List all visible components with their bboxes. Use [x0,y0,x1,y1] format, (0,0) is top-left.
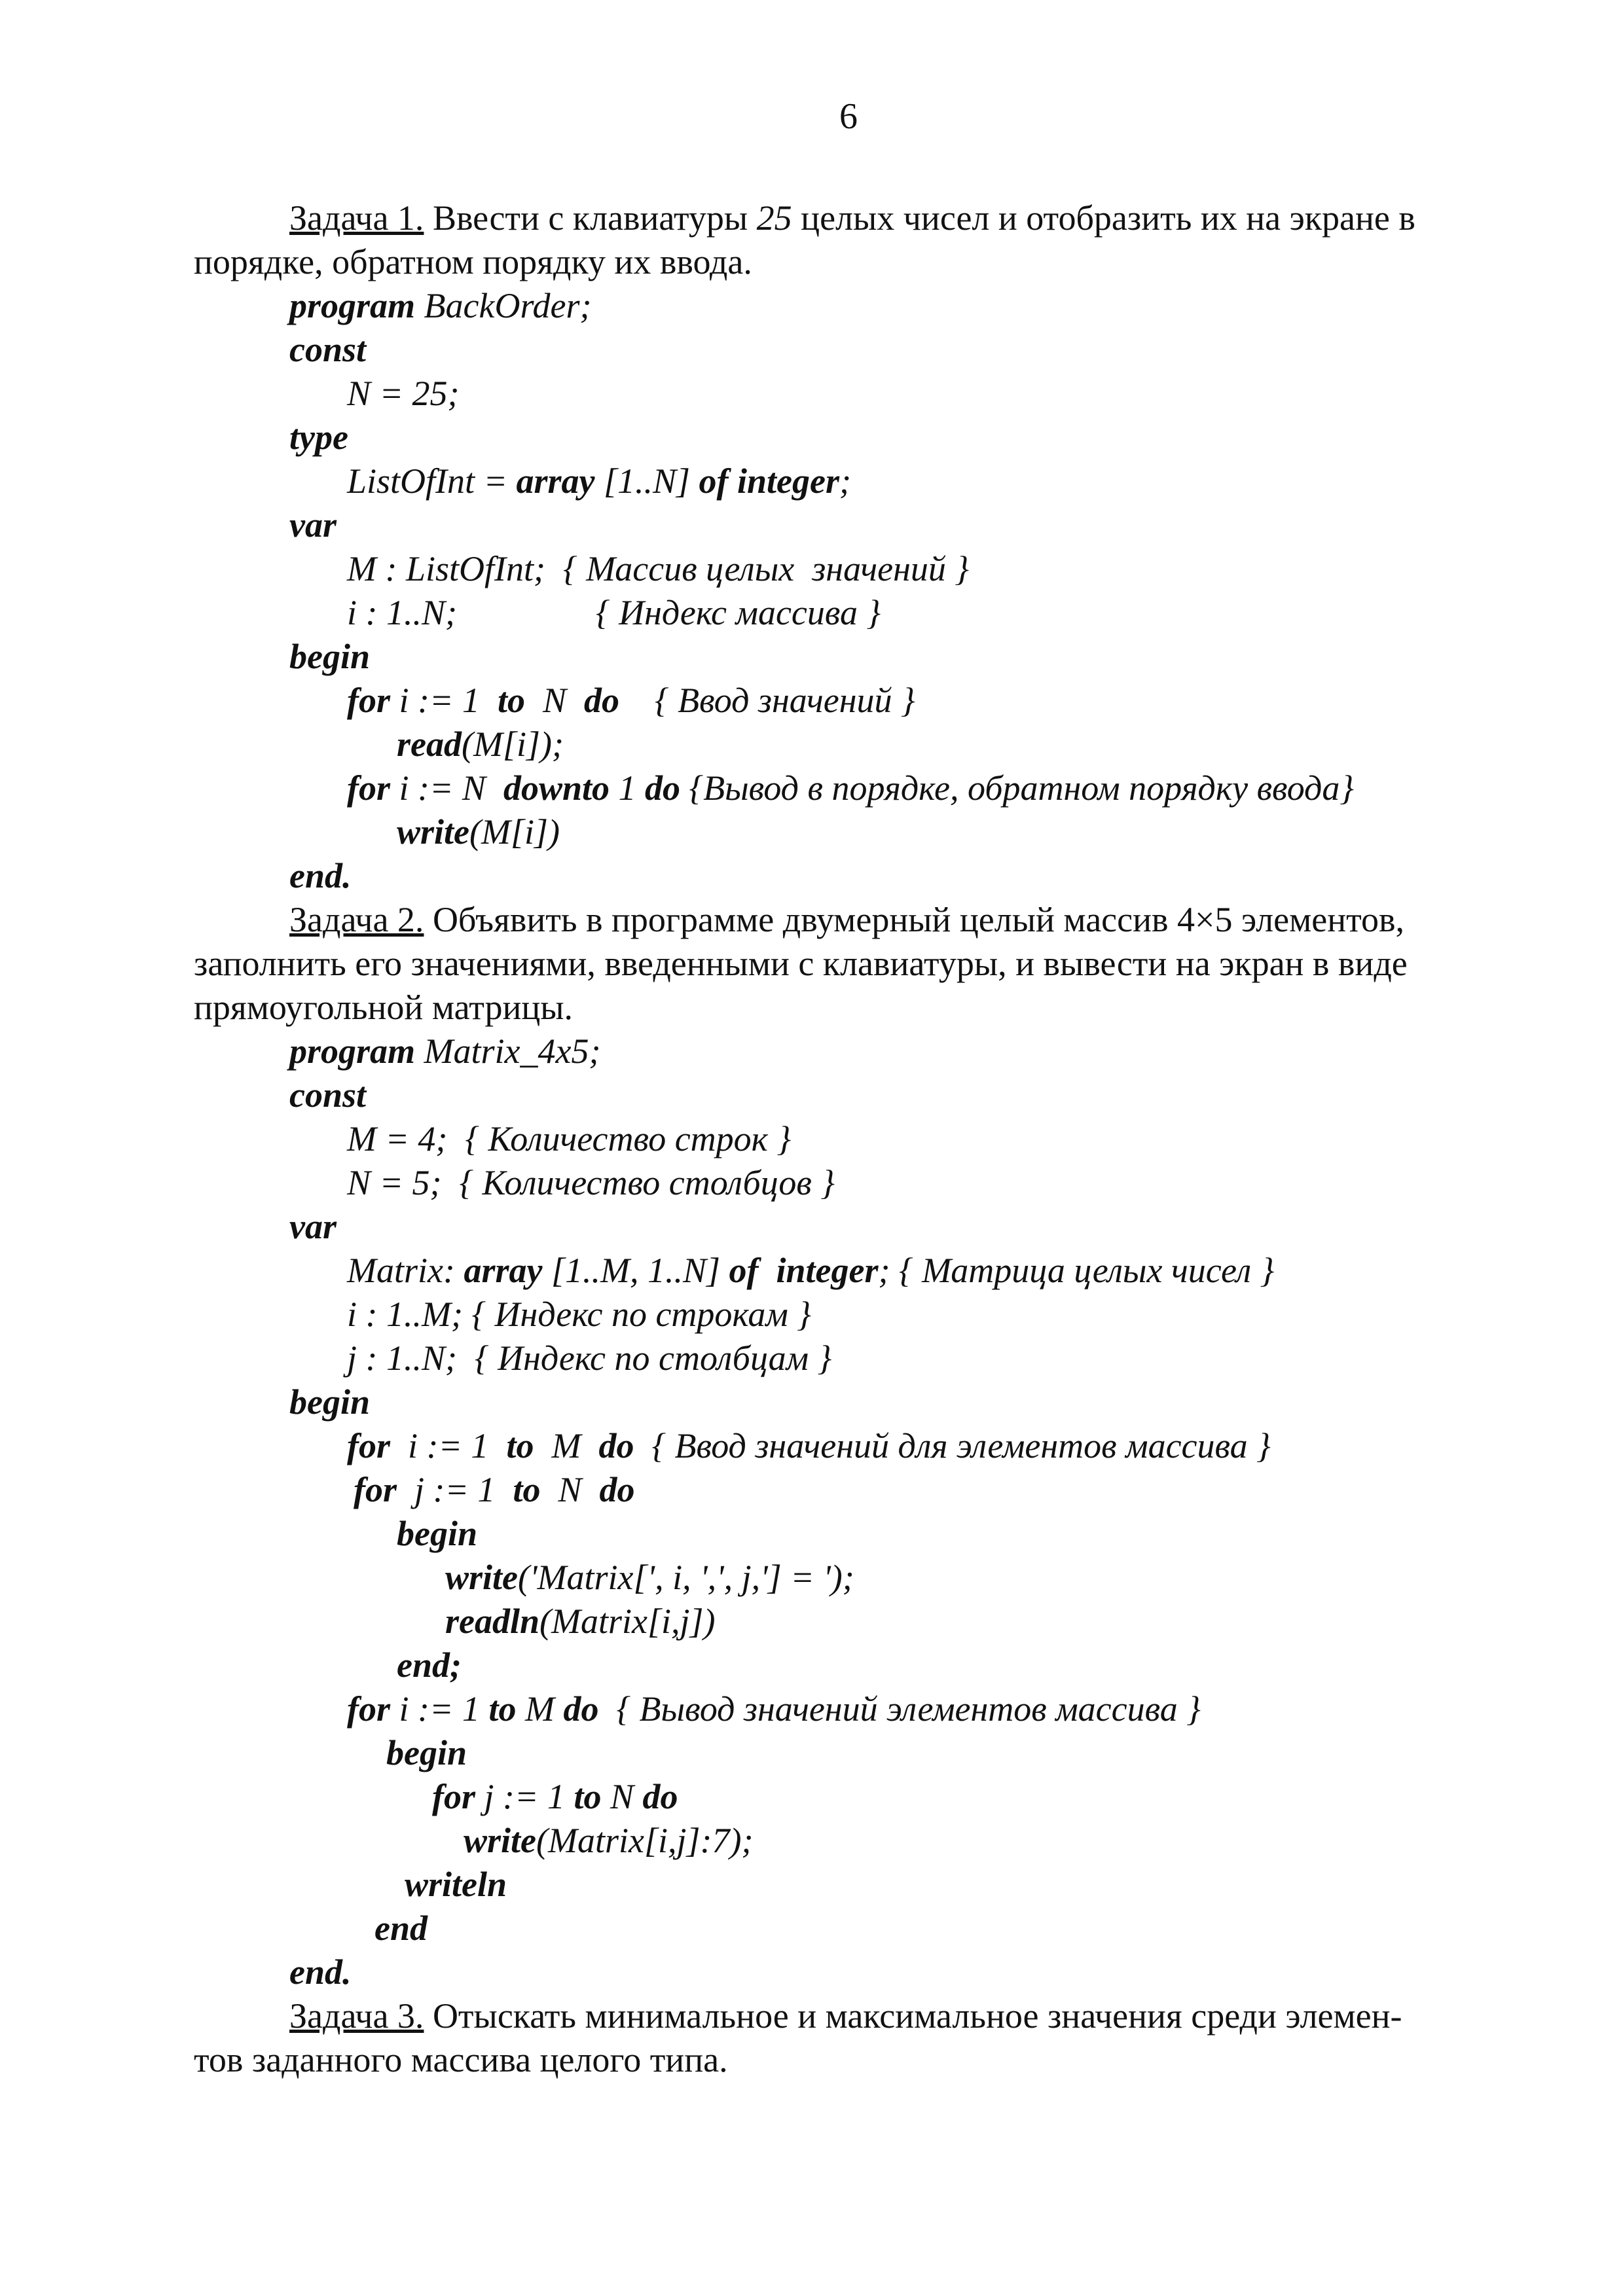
code1-l8-comment: { Индекс массива } [596,593,881,632]
task3-label: Задача 3. [289,1996,424,2036]
code2-l18: for j := 1 to N do [432,1777,678,1816]
code2-l19: write(Matrix[i,j]:7); [464,1821,754,1860]
code1-l13: write(M[i]) [397,812,560,852]
code2-l3: M = 4; { Количество строк } [347,1119,792,1158]
code2-l15: end; [397,1645,462,1685]
code2-l13: write('Matrix[', i, ',', j,'] = '); [445,1558,854,1597]
code2-l9: begin [289,1382,371,1422]
task3-text-line2: тов заданного массива целого типа. [194,2040,728,2079]
task1-paragraph [194,196,1503,284]
code1-l1: program BackOrder; [289,286,592,325]
task2-text-line1: Объявить в программе двумерный целый массив 4×5 элементов, [424,900,1404,939]
task2-text-line3: прямоугольной матрицы. [194,988,574,1027]
code1-l2: const [289,330,367,369]
task1-label: Задача 1. [289,198,424,238]
code1-l14: end. [289,856,352,895]
code2-l14: readln(Matrix[i,j]) [445,1602,716,1641]
page-number: 6 [839,96,858,137]
code1-l6: var [289,505,337,545]
code2-l5: var [289,1207,337,1246]
code2-l10: for i := 1 to M do { Ввод значений для элементов массива } [347,1426,1271,1465]
code2-l2: const [289,1075,367,1115]
task2-paragraph [194,898,1503,1030]
code2-l17: begin [386,1733,467,1772]
task1-number: 25 [756,198,792,238]
code2-l6: Matrix: array [1..M, 1..N] of integer; { Матрица целых чисел } [347,1251,1275,1290]
code2-l11: for j := 1 to N do [354,1470,635,1509]
code1-l7: M : ListOfInt; { Массив целых значений } [347,549,969,588]
code1-l3: N = 25; [347,374,460,413]
code2-l4: N = 5; { Количество столбцов } [347,1163,835,1202]
code2-l22: end. [289,1952,352,1992]
code2-l21: end [374,1909,428,1948]
code1-l5: ListOfInt = array [1..N] of integer; [347,461,851,501]
task3-paragraph [194,1994,1503,2082]
code1-l11: read(M[i]); [397,725,564,764]
task2-text-line2: заполнить его значениями, введенными с клавиатуры, и вывести на экран в виде [194,944,1408,983]
code1-l12: for i := N downto 1 do {Вывод в порядке, обратном порядку ввода} [347,768,1354,808]
code2-l12: begin [397,1514,478,1553]
task1-text-line2: порядке, обратном порядку их ввода. [194,242,752,281]
code2-l8: j : 1..N; { Индекс по столбцам } [347,1338,832,1378]
task1-text-a: Ввести с клавиатуры [424,198,757,238]
code2-l16: for i := 1 to M do { Вывод значений элементов массива } [347,1689,1201,1729]
code1-l10: for i := 1 to N do { Ввод значений } [347,681,915,720]
code2-l7: i : 1..M; { Индекс по строкам } [347,1295,811,1334]
task2-label: Задача 2. [289,900,424,939]
code1-l9: begin [289,637,371,676]
task3-text-line1: Отыскать минимальное и максимальное значения среди элемен- [424,1996,1402,2036]
code1-l4: type [289,418,348,457]
code2-l1: program Matrix_4x5; [289,1031,601,1071]
task1-text-b: целых чисел и отобразить их на экране в [792,198,1415,238]
code1-l8: i : 1..N; [347,593,457,632]
code2-l20: writeln [405,1865,507,1904]
